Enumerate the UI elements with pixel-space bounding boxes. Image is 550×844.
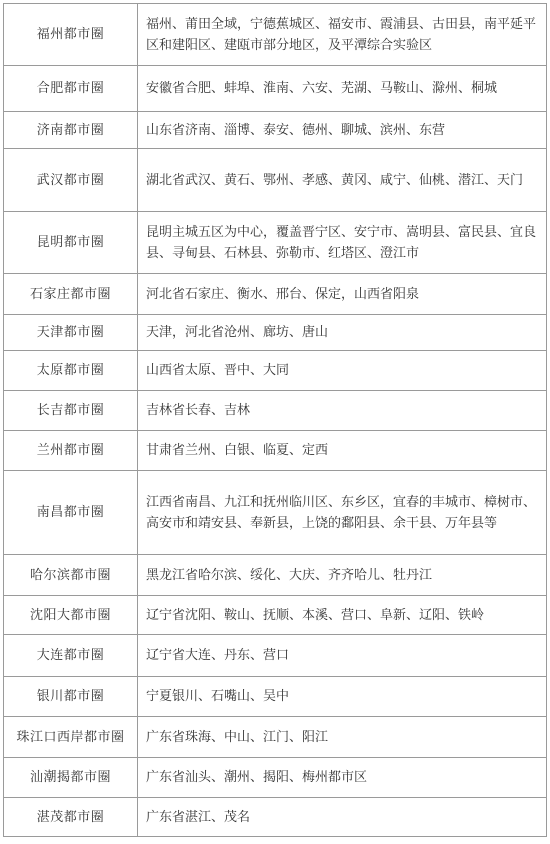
metro-areas: 湖北省武汉、黄石、鄂州、孝感、黄冈、咸宁、仙桃、潜江、天门 [138,149,547,212]
table-row [4,677,547,717]
metro-name: 珠江口西岸都市圈 [4,717,138,758]
metro-name: 昆明都市圈 [4,212,138,274]
table-row [4,315,547,351]
metro-name: 兰州都市圈 [4,431,138,471]
table-row [4,4,547,66]
metro-area-table-container [3,3,546,837]
metro-name: 汕潮揭都市圈 [4,758,138,798]
metro-area-table [3,3,547,837]
table-row [4,351,547,391]
metro-areas: 山西省太原、晋中、大同 [138,351,547,391]
metro-name: 沈阳大都市圈 [4,596,138,635]
table-row [4,212,547,274]
metro-name: 合肥都市圈 [4,66,138,112]
metro-name: 福州都市圈 [4,4,138,66]
table-row [4,635,547,677]
metro-areas: 广东省湛江、茂名 [138,798,547,837]
metro-areas: 天津，河北省沧州、廊坊、唐山 [138,315,547,351]
metro-areas: 江西省南昌、九江和抚州临川区、东乡区，宜春的丰城市、樟树市、高安市和靖安县、奉新县，上饶的鄱阳县、余干县、万年县等 [138,471,547,555]
metro-name: 银川都市圈 [4,677,138,717]
metro-name: 济南都市圈 [4,112,138,149]
table-row [4,431,547,471]
metro-areas: 山东省济南、淄博、泰安、德州、聊城、滨州、东营 [138,112,547,149]
metro-name: 长吉都市圈 [4,391,138,431]
metro-name: 太原都市圈 [4,351,138,391]
metro-areas: 甘肃省兰州、白银、临夏、定西 [138,431,547,471]
metro-areas: 吉林省长春、吉林 [138,391,547,431]
table-row [4,274,547,315]
metro-areas: 宁夏银川、石嘴山、吴中 [138,677,547,717]
metro-areas: 昆明主城五区为中心，覆盖晋宁区、安宁市、嵩明县、富民县、宜良县、寻甸县、石林县、弥勒市、红塔区、澄江市 [138,212,547,274]
metro-name: 湛茂都市圈 [4,798,138,837]
table-row [4,112,547,149]
table-row [4,596,547,635]
metro-areas: 福州、莆田全域，宁德蕉城区、福安市、霞浦县、古田县，南平延平区和建阳区、建瓯市部分地区，及平潭综合实验区 [138,4,547,66]
metro-areas: 黑龙江省哈尔滨、绥化、大庆、齐齐哈儿、牡丹江 [138,555,547,596]
table-row [4,391,547,431]
table-row [4,149,547,212]
metro-name: 天津都市圈 [4,315,138,351]
metro-areas: 河北省石家庄、衡水、邢台、保定，山西省阳泉 [138,274,547,315]
table-row [4,555,547,596]
metro-areas: 广东省汕头、潮州、揭阳、梅州都市区 [138,758,547,798]
table-row [4,717,547,758]
table-row [4,758,547,798]
table-row [4,66,547,112]
metro-areas: 辽宁省大连、丹东、营口 [138,635,547,677]
metro-areas: 安徽省合肥、蚌埠、淮南、六安、芜湖、马鞍山、滁州、桐城 [138,66,547,112]
metro-areas: 广东省珠海、中山、江门、阳江 [138,717,547,758]
metro-name: 石家庄都市圈 [4,274,138,315]
metro-name: 武汉都市圈 [4,149,138,212]
metro-name: 大连都市圈 [4,635,138,677]
metro-name: 哈尔滨都市圈 [4,555,138,596]
metro-name: 南昌都市圈 [4,471,138,555]
table-row [4,798,547,837]
table-row [4,471,547,555]
metro-areas: 辽宁省沈阳、鞍山、抚顺、本溪、营口、阜新、辽阳、铁岭 [138,596,547,635]
